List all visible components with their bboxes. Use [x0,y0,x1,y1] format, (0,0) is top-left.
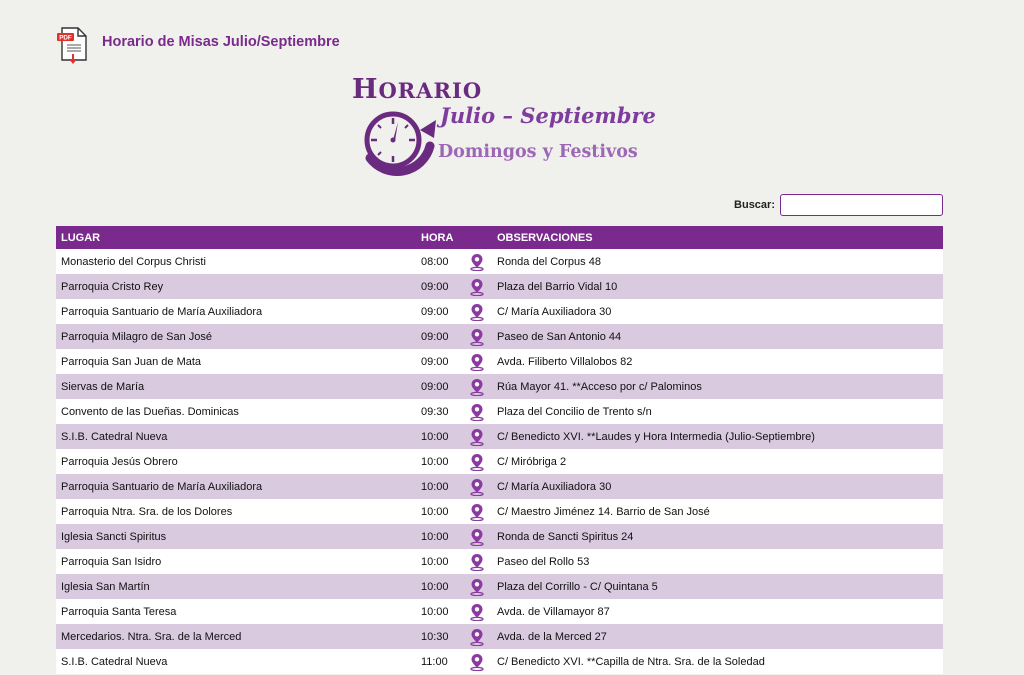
table-row [56,499,943,524]
cell-map[interactable] [462,424,492,449]
cell-lugar: Parroquia San Isidro [61,555,162,568]
table-row [56,349,943,374]
cell-map[interactable] [462,649,492,674]
column-header-map [462,226,492,249]
search-input[interactable] [780,194,943,216]
map-pin-icon[interactable] [469,278,485,296]
cell-hora: 10:00 [421,605,449,618]
cell-map[interactable] [462,299,492,324]
cell-map[interactable] [462,599,492,624]
cell-observaciones: C/ Maestro Jiménez 14. Barrio de San José [497,505,710,518]
map-pin-icon[interactable] [469,403,485,421]
table-body [56,249,943,674]
cell-hora: 09:00 [421,380,449,393]
table-header-row [56,226,943,249]
table-row [56,474,943,499]
cell-observaciones: C/ Benedicto XVI. **Laudes y Hora Intermedia (Julio-Septiembre) [497,430,815,443]
table-row [56,324,943,349]
table-row [56,424,943,449]
pdf-download-link[interactable] [56,26,340,66]
cell-hora: 10:00 [421,430,449,443]
cell-hora: 10:30 [421,630,449,643]
cell-lugar: Parroquia Santa Teresa [61,605,177,618]
cell-hora: 10:00 [421,530,449,543]
table-row [56,299,943,324]
table-row [56,249,943,274]
map-pin-icon[interactable] [469,653,485,671]
cell-hora: 09:00 [421,280,449,293]
table-row [56,549,943,574]
cell-hora: 09:00 [421,305,449,318]
cell-map[interactable] [462,249,492,274]
search-label: Buscar: [734,199,775,211]
cell-observaciones: Paseo del Rollo 53 [497,555,590,568]
cell-observaciones: Avda. Filiberto Villalobos 82 [497,355,633,368]
cell-lugar: Parroquia Ntra. Sra. de los Dolores [61,505,233,518]
cell-observaciones: C/ Miróbriga 2 [497,455,567,468]
cell-map[interactable] [462,349,492,374]
cell-observaciones: Ronda del Corpus 48 [497,255,601,268]
map-pin-icon[interactable] [469,528,485,546]
cell-lugar: Parroquia Santuario de María Auxiliadora [61,305,263,318]
cell-lugar: Iglesia Sancti Spiritus [61,530,167,543]
table-row [56,274,943,299]
cell-lugar: Mercedarios. Ntra. Sra. de la Merced [61,630,242,643]
map-pin-icon[interactable] [469,503,485,521]
table-row [56,574,943,599]
cell-map[interactable] [462,499,492,524]
cell-map[interactable] [462,549,492,574]
table-row [56,449,943,474]
cell-map[interactable] [462,374,492,399]
cell-map[interactable] [462,274,492,299]
map-pin-icon[interactable] [469,478,485,496]
cell-map[interactable] [462,449,492,474]
cell-lugar: Parroquia Cristo Rey [61,280,164,293]
cell-hora: 09:00 [421,330,449,343]
cell-hora: 10:00 [421,480,449,493]
cell-map[interactable] [462,399,492,424]
cell-map[interactable] [462,324,492,349]
map-pin-icon[interactable] [469,328,485,346]
cell-map[interactable] [462,574,492,599]
cell-observaciones: C/ María Auxiliadora 30 [497,480,612,493]
column-header-observaciones[interactable]: OBSERVACIONES [492,226,943,249]
cell-observaciones: Rúa Mayor 41. **Acceso por c/ Palominos [497,380,702,393]
pdf-download-icon[interactable] [56,26,88,66]
cell-lugar: Parroquia Santuario de María Auxiliadora [61,480,263,493]
table-row [56,524,943,549]
cell-hora: 11:00 [421,655,448,668]
map-pin-icon[interactable] [469,428,485,446]
cell-lugar: Monasterio del Corpus Christi [61,255,206,268]
cell-lugar: Convento de las Dueñas. Dominicas [61,405,239,418]
svg-text:PDF: PDF [59,34,72,42]
cell-map[interactable] [462,624,492,649]
cell-observaciones: Avda. de Villamayor 87 [497,605,610,618]
cell-observaciones: Avda. de la Merced 27 [497,630,607,643]
banner-title: HORARIO [352,74,483,105]
table-row [56,599,943,624]
search-bar [734,194,943,216]
cell-map[interactable] [462,524,492,549]
cell-hora: 09:30 [421,405,449,418]
map-pin-icon[interactable] [469,378,485,396]
cell-lugar: Parroquia Jesús Obrero [61,455,178,468]
cell-observaciones: C/ María Auxiliadora 30 [497,305,612,318]
column-header-hora[interactable]: HORA [416,226,462,249]
table-row [56,649,943,674]
map-pin-icon[interactable] [469,253,485,271]
cell-observaciones: Plaza del Corrillo - C/ Quintana 5 [497,580,658,593]
cell-observaciones: Plaza del Barrio Vidal 10 [497,280,618,293]
cell-lugar: Parroquia Milagro de San José [61,330,213,343]
banner-months: Julio – Septiembre [440,103,656,128]
map-pin-icon[interactable] [469,578,485,596]
map-pin-icon[interactable] [469,603,485,621]
map-pin-icon[interactable] [469,553,485,571]
clock-icon [356,100,438,182]
cell-observaciones: Plaza del Concilio de Trento s/n [497,405,652,418]
cell-lugar: Parroquia San Juan de Mata [61,355,202,368]
cell-lugar: S.I.B. Catedral Nueva [61,655,168,668]
cell-lugar: Iglesia San Martín [61,580,150,593]
banner-days: Domingos y Festivos [438,142,638,162]
map-pin-icon[interactable] [469,453,485,471]
table-row [56,399,943,424]
cell-lugar: S.I.B. Catedral Nueva [61,430,168,443]
cell-hora: 10:00 [421,505,449,518]
mass-schedule-table [56,226,943,674]
table-row [56,374,943,399]
column-header-lugar[interactable]: LUGAR [56,226,416,249]
map-pin-icon[interactable] [469,303,485,321]
table-row [56,624,943,649]
cell-hora: 10:00 [421,455,449,468]
cell-hora: 10:00 [421,580,449,593]
cell-lugar: Siervas de María [61,380,145,393]
schedule-banner [350,74,660,184]
pdf-link-label[interactable]: Horario de Misas Julio/Septiembre [102,34,340,50]
cell-hora: 08:00 [421,255,449,268]
cell-observaciones: Paseo de San Antonio 44 [497,330,622,343]
cell-observaciones: C/ Benedicto XVI. **Capilla de Ntra. Sra. de la Soledad [497,655,765,668]
cell-hora: 10:00 [421,555,449,568]
cell-observaciones: Ronda de Sancti Spiritus 24 [497,530,634,543]
cell-hora: 09:00 [421,355,449,368]
cell-map[interactable] [462,474,492,499]
map-pin-icon[interactable] [469,628,485,646]
map-pin-icon[interactable] [469,353,485,371]
